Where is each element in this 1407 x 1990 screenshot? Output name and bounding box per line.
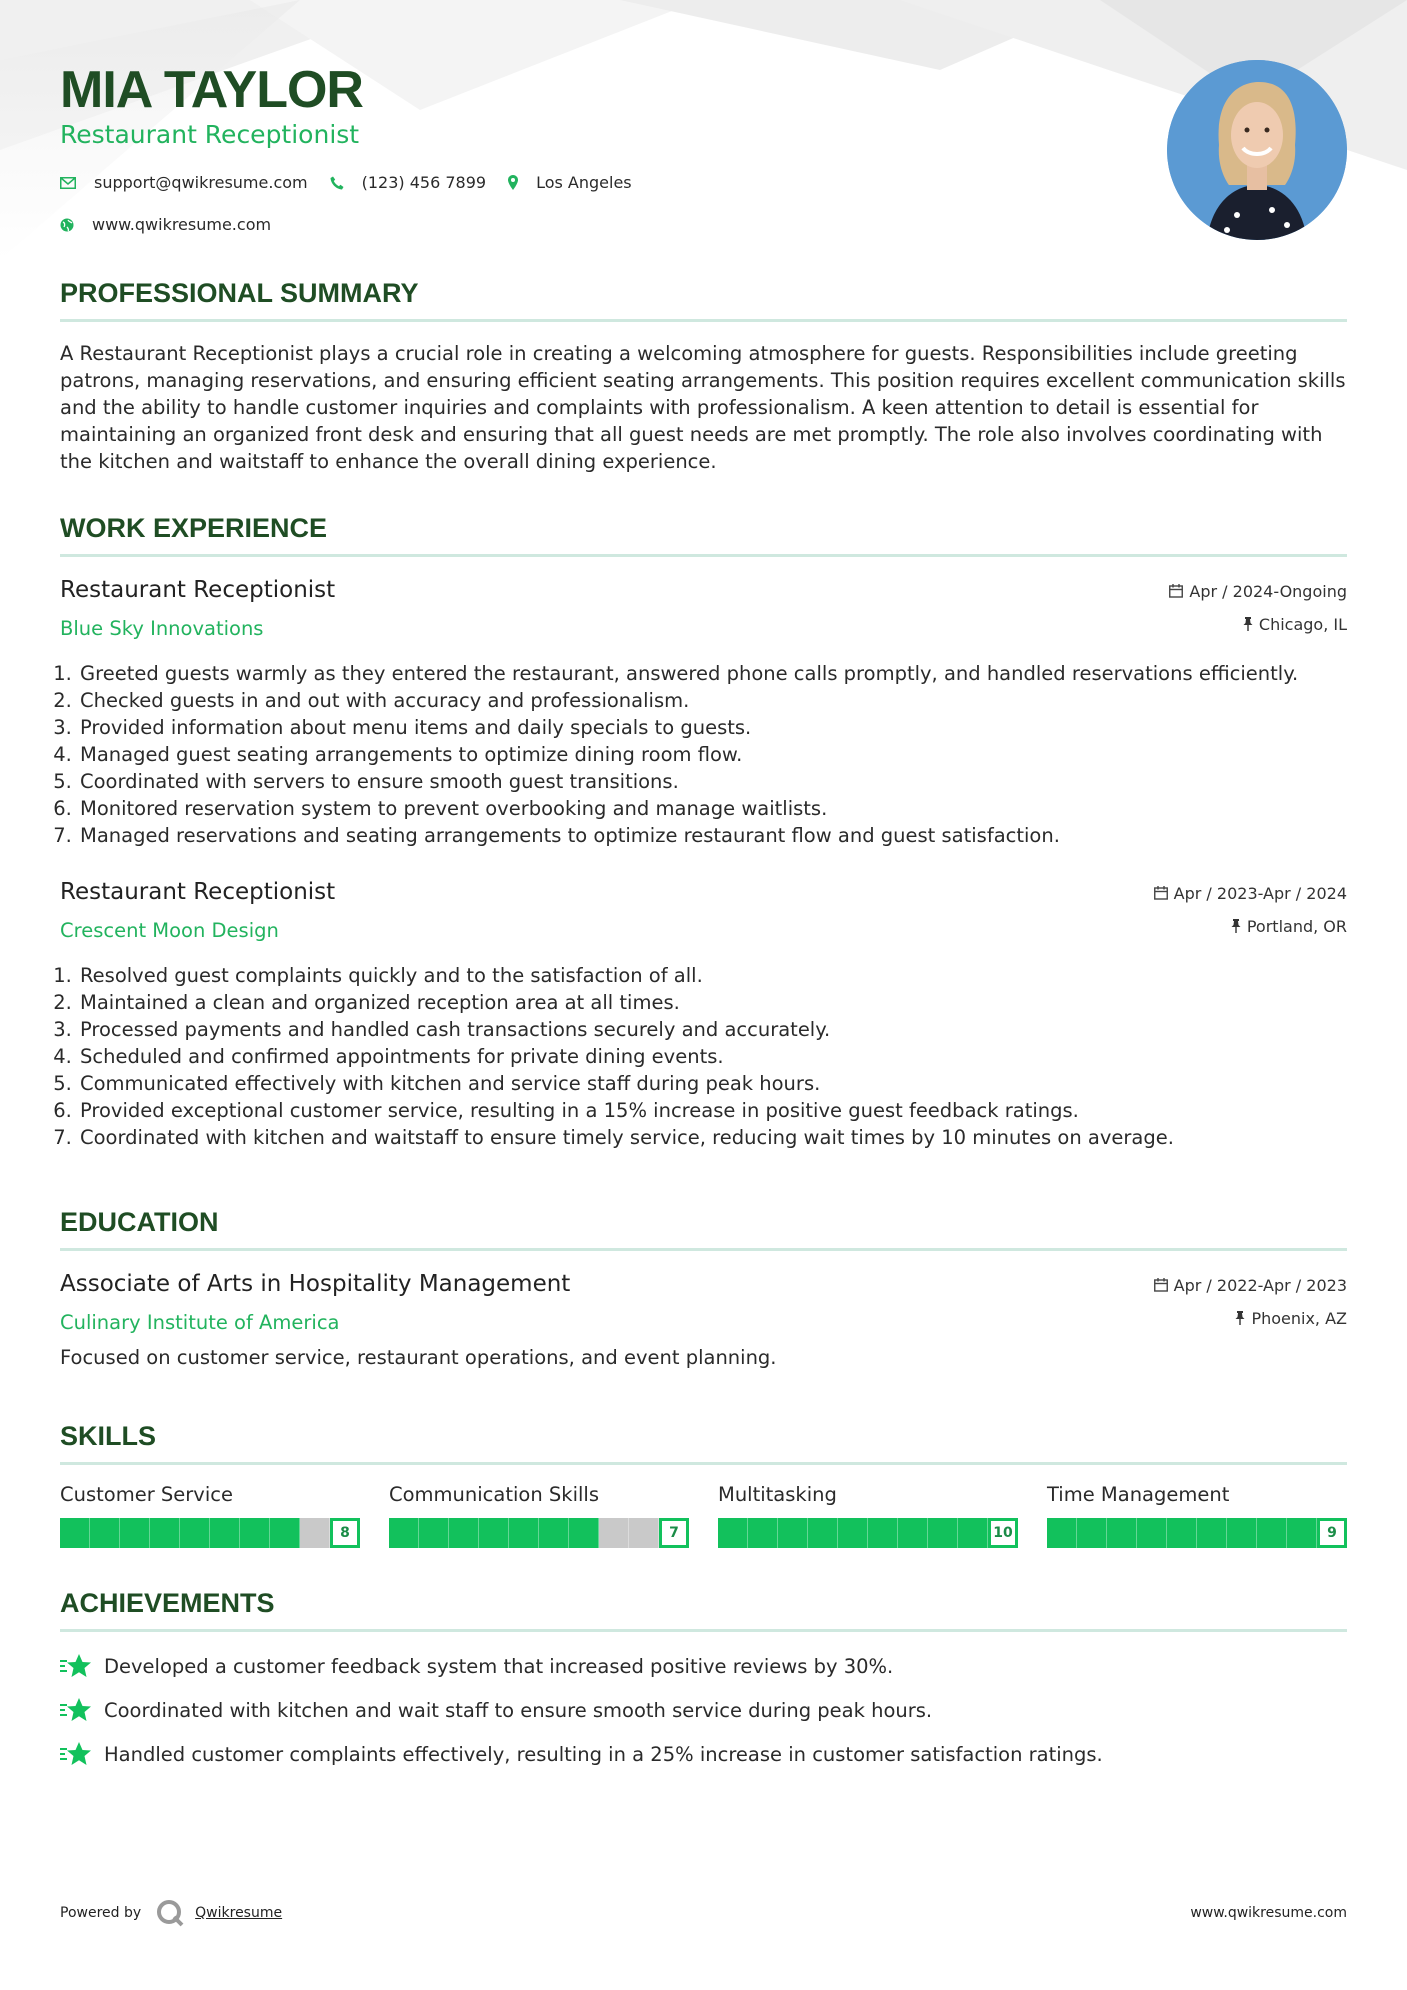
- job-bullets: [60, 660, 1347, 849]
- summary-section: [60, 278, 1347, 475]
- job-location-text: Chicago, IL: [1258, 614, 1347, 634]
- skill-bar: [718, 1518, 1018, 1548]
- map-pin-icon: [508, 175, 518, 190]
- brand-link[interactable]: Qwikresume: [195, 1905, 283, 1921]
- footer: [60, 1898, 1347, 1928]
- skill-bar-segment: [838, 1518, 868, 1548]
- skill-bar-segment: [150, 1518, 180, 1548]
- skill-bar-segment: [1227, 1518, 1257, 1548]
- resume-header: [60, 0, 1347, 240]
- education-meta: [1154, 1275, 1347, 1328]
- skill-bar-segment: [539, 1518, 569, 1548]
- education-date: [1154, 1275, 1347, 1295]
- skill-name: Time Management: [1047, 1483, 1230, 1506]
- job-bullet: 3. Processed payments and handled cash transactions securely and accurately.: [78, 1016, 1347, 1043]
- website-contact: [60, 215, 271, 234]
- skill-bar-segment: [1107, 1518, 1137, 1548]
- skill-bar-segment: [60, 1518, 90, 1548]
- education-entry: [60, 1271, 1347, 1369]
- globe-icon: [60, 218, 74, 232]
- pushpin-icon: [1231, 919, 1241, 933]
- skill-bar-segment: [120, 1518, 150, 1548]
- job-date-text: Apr / 2023-Apr / 2024: [1173, 883, 1347, 903]
- skill-bar-segment: [928, 1518, 958, 1548]
- degree-title: Associate of Arts in Hospitality Management: [60, 1271, 571, 1297]
- skill-name: Customer Service: [60, 1483, 233, 1506]
- job-company: Blue Sky Innovations: [60, 617, 264, 640]
- skill-bar-segment: [748, 1518, 778, 1548]
- job-entry: [60, 577, 1347, 849]
- job-bullet: 4. Scheduled and confirmed appointments for private dining events.: [78, 1043, 1347, 1070]
- skill-bar-segment: [1167, 1518, 1197, 1548]
- skill-bar-segment: [1077, 1518, 1107, 1548]
- skill-bar-segment: [808, 1518, 838, 1548]
- job-location: [1169, 614, 1347, 634]
- school-name: Culinary Institute of America: [60, 1311, 340, 1334]
- job-meta: [1169, 581, 1347, 634]
- job-bullet: 5. Coordinated with servers to ensure smooth guest transitions.: [78, 768, 1347, 795]
- job-bullet: 1. Greeted guests warmly as they entered the restaurant, answered phone calls promptly, and handled reservations efficiently.: [78, 660, 1347, 687]
- job-bullet: 7. Managed reservations and seating arrangements to optimize restaurant flow and guest satisfaction.: [78, 822, 1347, 849]
- education-heading: EDUCATION: [60, 1207, 1347, 1251]
- skill-bar-segment: [1047, 1518, 1077, 1548]
- job-location-text: Portland, OR: [1246, 916, 1347, 936]
- job-title: Restaurant Receptionist: [60, 879, 336, 905]
- skill-bar-segment: [898, 1518, 928, 1548]
- candidate-title: Restaurant Receptionist: [60, 120, 360, 149]
- skill-bar-segment: [958, 1518, 988, 1548]
- pushpin-icon: [1235, 1311, 1245, 1325]
- job-bullet: 2. Checked guests in and out with accuracy and professionalism.: [78, 687, 1347, 714]
- skill-bar-segment: [180, 1518, 210, 1548]
- star-badge-icon: [60, 1653, 92, 1679]
- summary-text: A Restaurant Receptionist plays a crucial role in creating a welcoming atmosphere for guests. Responsibilities include greeting patrons, managing reservations, and ensuring efficient seating arrangements. This position requires excellent communication skills and the ability to handle customer inquiries and complaints with professionalism. A keen attention to detail is essential for maintaining an organized front desk and ensuring that all guest needs are met promptly. The role also involves coordinating with the kitchen and waitstaff to enhance the overall dining experience.: [60, 342, 1346, 473]
- job-bullet: 5. Communicated effectively with kitchen and service staff during peak hours.: [78, 1070, 1347, 1097]
- envelope-icon: [60, 177, 76, 189]
- phone-text[interactable]: (123) 456 7899: [361, 173, 487, 192]
- job-bullet: 4. Managed guest seating arrangements to optimize dining room flow.: [78, 741, 1347, 768]
- job-bullets: [60, 962, 1347, 1151]
- skill-item: [1047, 1483, 1347, 1548]
- location-contact: [508, 173, 632, 192]
- skill-bar-segment: [1197, 1518, 1227, 1548]
- skills-heading: SKILLS: [60, 1421, 1347, 1465]
- job-bullet: 7. Coordinated with kitchen and waitstaff to ensure timely service, reducing wait times by 10 minutes on average.: [78, 1124, 1347, 1151]
- skills-list: [60, 1483, 1347, 1548]
- email-contact: [60, 173, 308, 192]
- skill-bar-segment: [509, 1518, 539, 1548]
- contact-row: [60, 173, 654, 192]
- candidate-name: MIA TAYLOR: [60, 61, 363, 119]
- star-badge-icon: [60, 1697, 92, 1723]
- qwikresume-logo-icon: [155, 1898, 185, 1928]
- job-meta: [1154, 883, 1347, 936]
- skill-name: Communication Skills: [389, 1483, 599, 1506]
- job-entry: [60, 879, 1347, 1151]
- education-section: [60, 1207, 1347, 1369]
- skill-bar-segment: [90, 1518, 120, 1548]
- achievement-item: [60, 1740, 1347, 1768]
- skill-bar: [60, 1518, 360, 1548]
- skill-bar-segment: [389, 1518, 419, 1548]
- skill-bar-segment: [569, 1518, 599, 1548]
- skill-bar: [389, 1518, 689, 1548]
- footer-powered: [60, 1898, 282, 1928]
- achievement-item: [60, 1652, 1347, 1680]
- skill-level: 8: [330, 1518, 360, 1548]
- job-date: [1169, 581, 1347, 601]
- skill-bar-segment: [599, 1518, 629, 1548]
- job-location: [1154, 916, 1347, 936]
- skill-bar-segment: [210, 1518, 240, 1548]
- powered-by-label: Powered by: [60, 1905, 142, 1921]
- job-bullet: 6. Monitored reservation system to prevent overbooking and manage waitlists.: [78, 795, 1347, 822]
- skill-bar-segment: [1137, 1518, 1167, 1548]
- skill-bar: [1047, 1518, 1347, 1548]
- achievements-section: [60, 1588, 1347, 1768]
- phone-icon: [330, 176, 344, 190]
- location-text: Los Angeles: [536, 173, 632, 192]
- skill-bar-segment: [718, 1518, 748, 1548]
- skill-level: 7: [659, 1518, 689, 1548]
- skill-bar-segment: [270, 1518, 300, 1548]
- education-location: [1154, 1308, 1347, 1328]
- education-location-text: Phoenix, AZ: [1251, 1308, 1347, 1328]
- skill-bar-segment: [240, 1518, 270, 1548]
- skill-bar-segment: [449, 1518, 479, 1548]
- skill-bar-segment: [419, 1518, 449, 1548]
- achievement-item: [60, 1696, 1347, 1724]
- phone-contact: [330, 173, 486, 192]
- skill-bar-segment: [778, 1518, 808, 1548]
- experience-section: [60, 513, 1347, 1151]
- experience-heading: WORK EXPERIENCE: [60, 513, 1347, 557]
- job-bullet: 1. Resolved guest complaints quickly and to the satisfaction of all.: [78, 962, 1347, 989]
- job-company: Crescent Moon Design: [60, 919, 279, 942]
- job-date-text: Apr / 2024-Ongoing: [1189, 581, 1347, 601]
- job-bullet: 6. Provided exceptional customer service, resulting in a 15% increase in positive guest feedback ratings.: [78, 1097, 1347, 1124]
- profile-photo: [1167, 60, 1347, 240]
- skill-level: 9: [1317, 1518, 1347, 1548]
- skill-item: [389, 1483, 689, 1548]
- achievement-text: Handled customer complaints effectively, resulting in a 25% increase in customer satisfaction ratings.: [104, 1742, 1103, 1766]
- skill-level: 10: [988, 1518, 1018, 1548]
- education-date-text: Apr / 2022-Apr / 2023: [1173, 1275, 1347, 1295]
- summary-heading: PROFESSIONAL SUMMARY: [60, 278, 1347, 322]
- skills-section: [60, 1421, 1347, 1548]
- footer-url[interactable]: www.qwikresume.com: [1190, 1905, 1347, 1921]
- jobs-list: [60, 577, 1347, 1151]
- skill-bar-segment: [300, 1518, 330, 1548]
- contact-row-website: [60, 215, 293, 234]
- skill-bar-segment: [868, 1518, 898, 1548]
- website-text[interactable]: www.qwikresume.com: [92, 215, 272, 234]
- achievement-text: Developed a customer feedback system that increased positive reviews by 30%.: [104, 1654, 894, 1678]
- star-badge-icon: [60, 1741, 92, 1767]
- achievements-list: [60, 1652, 1347, 1768]
- job-bullet: 3. Provided information about menu items and daily specials to guests.: [78, 714, 1347, 741]
- pushpin-icon: [1243, 617, 1253, 631]
- job-date: [1154, 883, 1347, 903]
- education-description: Focused on customer service, restaurant operations, and event planning.: [60, 1346, 777, 1369]
- achievement-text: Coordinated with kitchen and wait staff to ensure smooth service during peak hours.: [104, 1698, 933, 1722]
- email-text[interactable]: support@qwikresume.com: [94, 173, 308, 192]
- skill-bar-segment: [479, 1518, 509, 1548]
- skill-item: [60, 1483, 360, 1548]
- job-bullet: 2. Maintained a clean and organized reception area at all times.: [78, 989, 1347, 1016]
- job-title: Restaurant Receptionist: [60, 577, 336, 603]
- calendar-icon: [1154, 1278, 1168, 1292]
- calendar-icon: [1154, 886, 1168, 900]
- calendar-icon: [1169, 584, 1183, 598]
- skill-bar-segment: [1287, 1518, 1317, 1548]
- achievements-heading: ACHIEVEMENTS: [60, 1588, 1347, 1632]
- skill-name: Multitasking: [718, 1483, 837, 1506]
- skill-bar-segment: [629, 1518, 659, 1548]
- skill-bar-segment: [1257, 1518, 1287, 1548]
- skill-item: [718, 1483, 1018, 1548]
